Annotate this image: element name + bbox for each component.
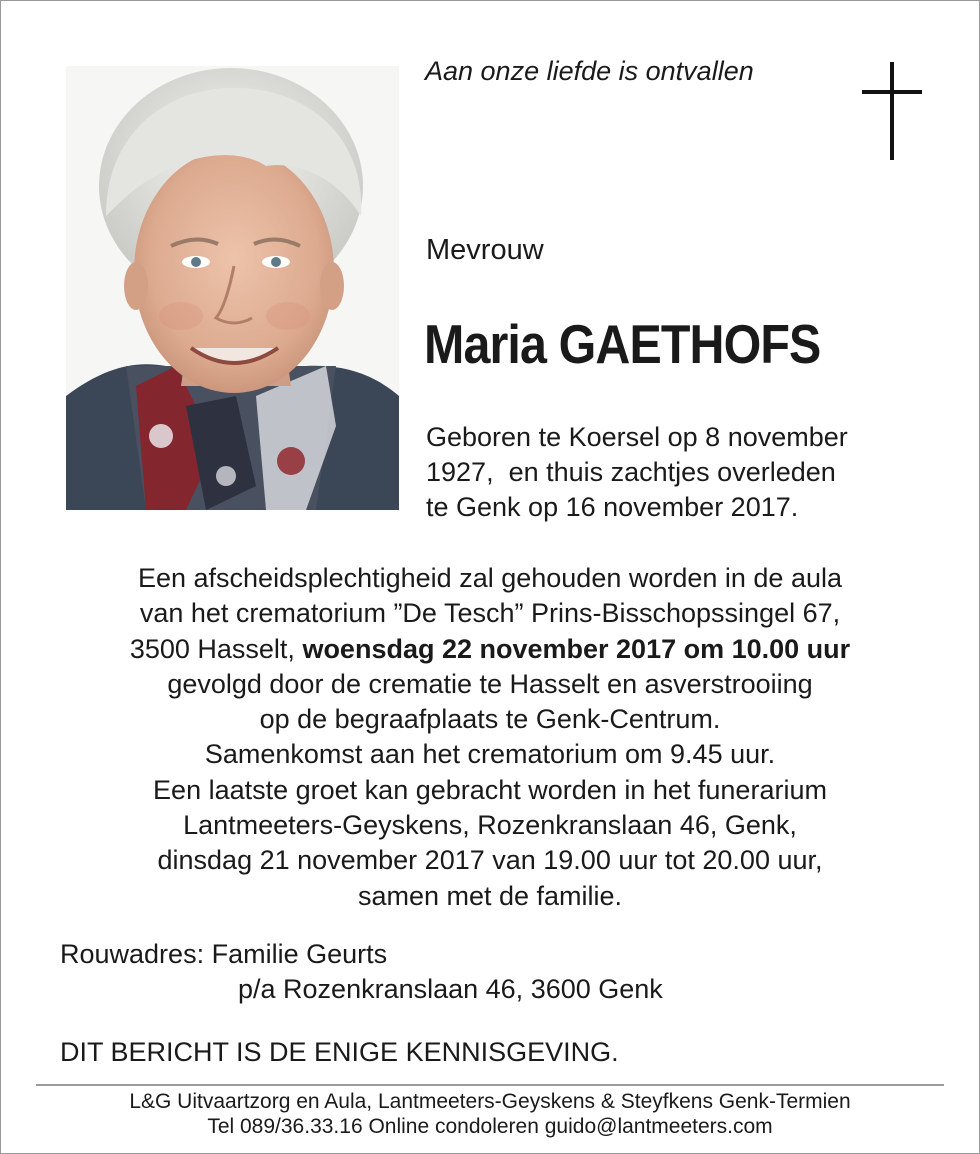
ceremony-line: Lantmeeters-Geyskens, Rozenkranslaan 46, Genk, — [183, 810, 797, 841]
ceremony-date: woensdag 22 november 2017 om 10.00 uur — [302, 633, 851, 664]
ceremony-line: samen met de familie. — [357, 880, 623, 911]
life-line: 1927, en thuis zachtjes overleden — [426, 457, 836, 487]
footer-divider — [36, 1084, 944, 1086]
portrait-photo — [66, 66, 399, 510]
cross-icon — [862, 62, 922, 160]
mourning-address — [60, 937, 663, 1007]
ceremony-line: gevolgd door de crematie te Hasselt en asverstrooiing — [167, 668, 813, 699]
life-line: Geboren te Koersel op 8 november — [426, 422, 848, 452]
ceremony-line-date — [30, 632, 950, 667]
life-line: te Genk op 16 november 2017. — [426, 492, 799, 522]
footer-line2: Tel 089/36.33.16 Online condoleren guido@lantmeeters.com — [207, 1115, 773, 1138]
funeral-home-footer — [30, 1089, 950, 1139]
footer-line1: L&G Uitvaartzorg en Aula, Lantmeeters-Geyskens & Steyfkens Genk-Termien — [129, 1090, 851, 1113]
life-dates — [426, 420, 946, 525]
official-notice: DIT BERICHT IS DE ENIGE KENNISGEVING. — [60, 1037, 619, 1067]
ceremony-line: Een afscheidsplechtigheid zal gehouden worden in de aula — [137, 563, 843, 593]
ceremony-line: Samenkomst aan het crematorium om 9.45 uur. — [204, 739, 776, 770]
salutation: Mevrouw — [426, 234, 544, 266]
intro-line: Aan onze liefde is ontvallen — [425, 56, 754, 86]
ceremony-line: op de begraafplaats te Genk-Centrum. — [259, 704, 721, 735]
ceremony-details — [30, 561, 950, 914]
ceremony-line: Een laatste groet kan gebracht worden in het funerarium — [153, 774, 827, 805]
deceased-name: Maria GAETHOFS — [424, 313, 821, 375]
ceremony-line: dinsdag 21 november 2017 van 19.00 uur tot 20.00 uur, — [157, 845, 823, 876]
mourning-address-line2: p/a Rozenkranslaan 46, 3600 Genk — [238, 974, 663, 1004]
ceremony-place: 3500 Hasselt, — [129, 633, 303, 664]
mourning-address-line1: Rouwadres: Familie Geurts — [60, 939, 388, 969]
ceremony-line: van het crematorium ”De Tesch” Prins-Bisschopssingel 67, — [139, 598, 841, 629]
